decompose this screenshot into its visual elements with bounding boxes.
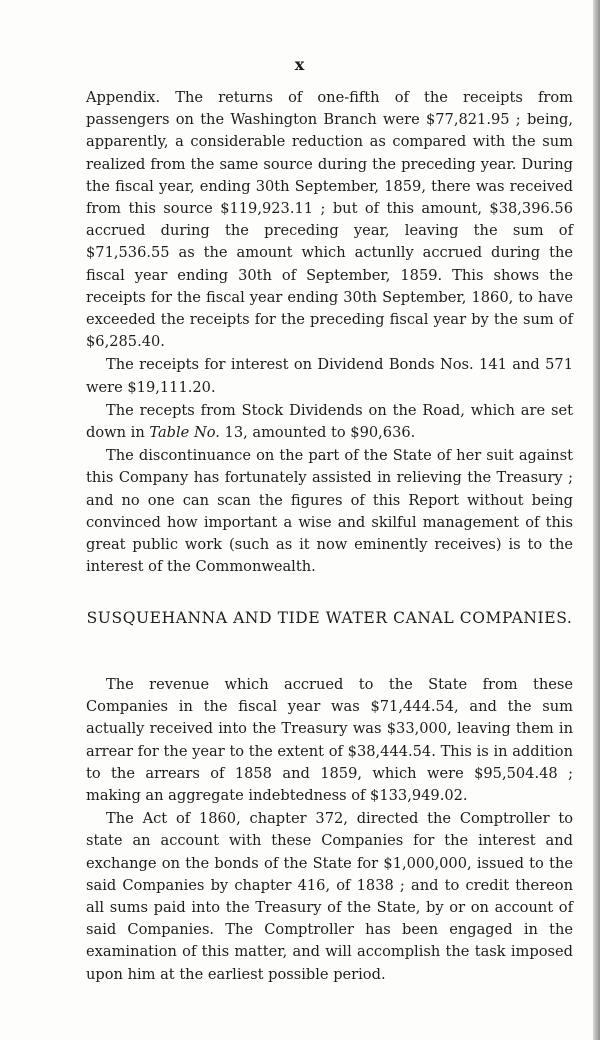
table-reference: Table No. xyxy=(149,424,220,442)
section-one-body xyxy=(86,87,573,578)
page-edge-shadow xyxy=(593,0,600,1040)
section-two-body xyxy=(86,674,573,986)
paragraph-stock-dividends: The recepts from Stock Dividends on the Road, which are set down in Table No. 13, amounted to $90,636. xyxy=(86,401,573,442)
paragraph-suit-discontinuance: The discontinuance on the part of the State of her suit against this Company has fortunately assisted in relieving the Treasury ; and no one can scan the figures of this Report without being convinced how important a wise and skilful management of this great public work (such as it now eminently receives) is to the interest of the Commonwealth. xyxy=(86,447,573,576)
paragraph-act-of-1860: The Act of 1860, chapter 372, directed the Comptroller to state an account with these Companies for the interest and exchange on the bonds of the State for $1,000,000, issued to the said Companies by chapter 416, of 1838 ; and to credit thereon all sums paid into the Treasury of the State, by or on account of said Companies. The Comptroller has been engaged in the examination of this matter, and will accomplish the task imposed upon him at the earliest possible period. xyxy=(86,810,573,983)
paragraph-dividend-bonds: The receipts for interest on Dividend Bonds Nos. 141 and 571 were $19,111.20. xyxy=(86,356,573,396)
page-number: x xyxy=(294,55,306,74)
section-heading: SUSQUEHANNA AND TIDE WATER CANAL COMPANIES. xyxy=(86,609,573,627)
paragraph-canal-revenue: The revenue which accrued to the State from these Companies in the fiscal year was $71,444.54, and the sum actually received into the Treasury was $33,000, leaving them in arrear for the year to the extent of $38,444.54. This is in addition to the arrears of 1858 and 1859, which were $95,504.48 ; making an aggregate indebtedness of $133,949.02. xyxy=(86,676,573,805)
paragraph-washington-branch: Appendix. The returns of one-fifth of the receipts from passengers on the Washington Branch were $77,821.95 ; being, apparently, a considerable reduction as compared with the sum realized from the same source during the preceding year. During the fiscal year, ending 30th September, 1859, there was received from this source $119,923.11 ; but of this amount, $38,396.56 accrued during the preceding year, leaving the sum of $71,536.55 as the amount which actunlly accrued during the fiscal year ending 30th of September, 1859. This shows the receipts for the fiscal year ending 30th September, 1860, to have exceeded the receipts for the preceding fiscal year by the sum of $6,285.40. xyxy=(86,89,573,351)
